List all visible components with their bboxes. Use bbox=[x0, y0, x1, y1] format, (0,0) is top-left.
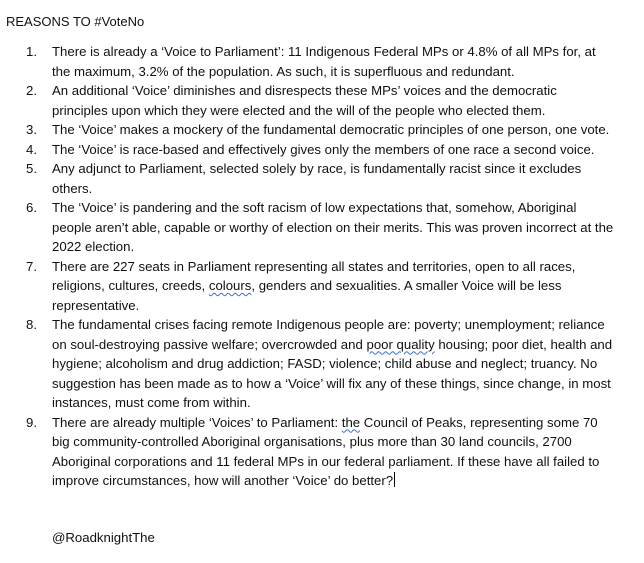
text-run: The fundamental crises facing remote Indigenous people are: poverty; unemployment; reliance on soul-destroying passive welfare; overcrowded and bbox=[52, 317, 605, 352]
reason-text bbox=[52, 161, 581, 196]
reason-text bbox=[52, 142, 594, 157]
reason-text bbox=[52, 44, 596, 79]
reason-item bbox=[6, 198, 636, 257]
reason-number: 7. bbox=[26, 258, 37, 274]
reason-text bbox=[52, 200, 613, 254]
reason-number: 4. bbox=[26, 141, 37, 157]
reason-item bbox=[6, 315, 636, 413]
text-run: There are already multiple ‘Voices’ to Parliament: bbox=[52, 414, 342, 430]
reason-item bbox=[6, 159, 636, 198]
reason-text bbox=[52, 317, 612, 410]
reason-item bbox=[6, 42, 636, 81]
text-run: housing; poor diet, health and hygiene; alcoholism and drug addiction; FASD; violence; child abuse and neglect; truancy. No suggestion has been made as to how a ‘Voice’ will fix any of these things, since change, in most instances, must come from within. bbox=[52, 336, 613, 410]
spelling-flagged-word: the bbox=[341, 414, 361, 430]
reason-item bbox=[6, 257, 636, 316]
reason-item bbox=[6, 120, 636, 140]
reason-text bbox=[52, 83, 557, 118]
spelling-flagged-word: colours bbox=[208, 278, 252, 293]
reason-number: 5. bbox=[26, 161, 37, 176]
author-handle: @RoadknightThe bbox=[52, 530, 155, 545]
reason-text bbox=[52, 259, 575, 313]
text-run: The ‘Voice’ is race-based and effectively gives only the members of one race a second voice. bbox=[52, 141, 595, 157]
reason-item bbox=[6, 413, 636, 491]
text-run: Any adjunct to Parliament, selected solely by race, is fundamentally racist since it excludes others. bbox=[52, 161, 582, 196]
text-run: The ‘Voice’ makes a mockery of the fundamental democratic principles of one person, one vote. bbox=[52, 122, 610, 137]
reasons-list bbox=[6, 42, 636, 491]
reason-text bbox=[52, 415, 599, 489]
text-run: An additional ‘Voice’ diminishes and disrespects these MPs’ voices and the democratic principles upon which they were elected and the will of the people who elected them. bbox=[52, 83, 557, 118]
reason-number: 3. bbox=[26, 122, 37, 137]
text-run: There are 227 seats in Parliament representing all states and territories, open to all races, religions, cultures, creeds, bbox=[52, 258, 576, 293]
reason-number: 8. bbox=[26, 317, 37, 332]
text-cursor bbox=[394, 472, 395, 487]
text-run: , genders and sexualities. A smaller Voice will be less representative. bbox=[52, 278, 562, 313]
text-run: The ‘Voice’ is pandering and the soft racism of low expectations that, somehow, Aboriginal people aren’t able, capable or worthy of election on their merits. This was proven incorrect at the 2022 election. bbox=[52, 200, 614, 254]
document-heading: REASONS TO #VoteNo bbox=[6, 14, 145, 29]
reason-number: 6. bbox=[26, 200, 37, 215]
spelling-flagged-word: poor quality bbox=[366, 336, 435, 352]
text-run: Council of Peaks, representing some 70 big community-controlled Aboriginal organisations, plus more than 30 land councils, 2700 Aboriginal corporations and 11 federal MPs in our federal parliament. If these have all failed to improve circumstances, how will another ‘Voice’ do better? bbox=[52, 414, 600, 488]
document-page[interactable] bbox=[6, 14, 636, 491]
reason-item bbox=[6, 81, 636, 120]
reason-number: 1. bbox=[26, 44, 37, 59]
text-run: There is already a ‘Voice to Parliament’: 11 Indigenous Federal MPs or 4.8% of all MPs for, at the maximum, 3.2% of the population. As such, it is superfluous and redundant. bbox=[52, 44, 596, 79]
reason-text bbox=[52, 122, 609, 137]
reason-item bbox=[6, 140, 636, 160]
reason-number: 9. bbox=[26, 414, 37, 430]
reason-number: 2. bbox=[26, 83, 37, 98]
